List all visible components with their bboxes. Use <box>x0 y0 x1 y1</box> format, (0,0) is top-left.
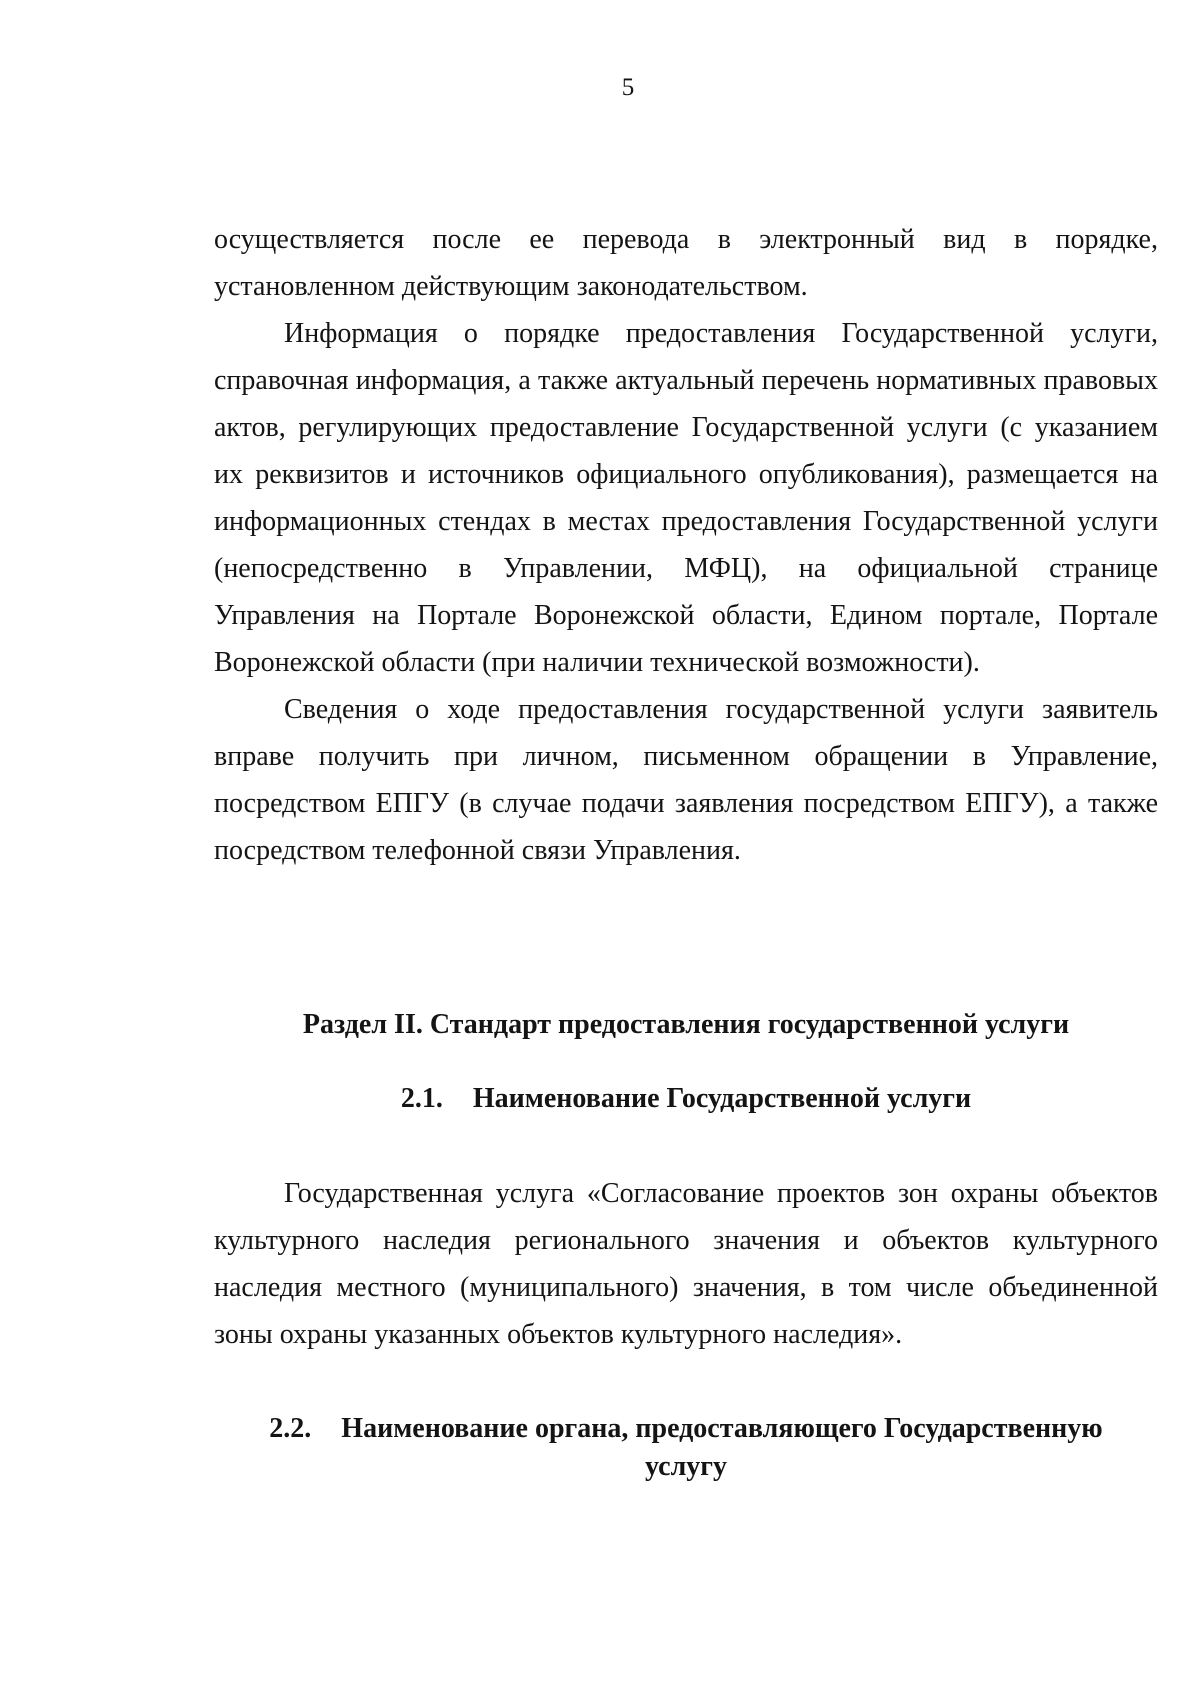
subsection-title: Наименование органа, предоставляющего Государственную <box>341 1413 1103 1444</box>
paragraph-information: Информация о порядке предоставления Государственной услуги, справочная информация, а также актуальный перечень нормативных правовых актов, регулирующих предоставление Государственной услуги (с указанием их реквизитов и источников официального опубликования), размещается на информационных стендах в местах предоставления Государственной услуги (непосредственно в Управлении, МФЦ), на официальной странице Управления на Портале Воронежской области, Едином портале, Портале Воронежской области (при наличии технической возможности). <box>214 318 1158 678</box>
subsection-number: 2.1. <box>400 1083 443 1114</box>
subsection-number: 2.2. <box>269 1413 312 1444</box>
subsection-title-line-2: услугу <box>645 1451 727 1482</box>
body-lower <box>214 1170 1158 1358</box>
paragraph-status-info: Сведения о ходе предоставления государственной услуги заявитель вправе получить при личном, письменном обращении в Управление, посредством ЕПГУ (в случае подачи заявления посредством ЕПГУ), а также посредством телефонной связи Управления. <box>214 694 1158 866</box>
paragraph-continuation: осуществляется после ее перевода в электронный вид в порядке, установленном действующим законодательством. <box>214 224 1158 302</box>
subsection-heading-2-1 <box>214 1080 1158 1118</box>
subsection-title-line-1 <box>214 1410 1158 1448</box>
section-heading: Раздел II. Стандарт предоставления государственной услуги <box>302 1009 1070 1040</box>
subsection-title: Наименование Государственной услуги <box>472 1083 972 1114</box>
paragraph-service-name: Государственная услуга «Согласование проектов зон охраны объектов культурного наследия регионального значения и объектов культурного наследия местного (муниципального) значения, в том числе объединенной зоны охраны указанных объектов культурного наследия». <box>214 1178 1158 1350</box>
page-number: 5 <box>621 74 635 101</box>
body-upper <box>214 216 1158 874</box>
subsection-heading-2-2 <box>214 1410 1158 1486</box>
